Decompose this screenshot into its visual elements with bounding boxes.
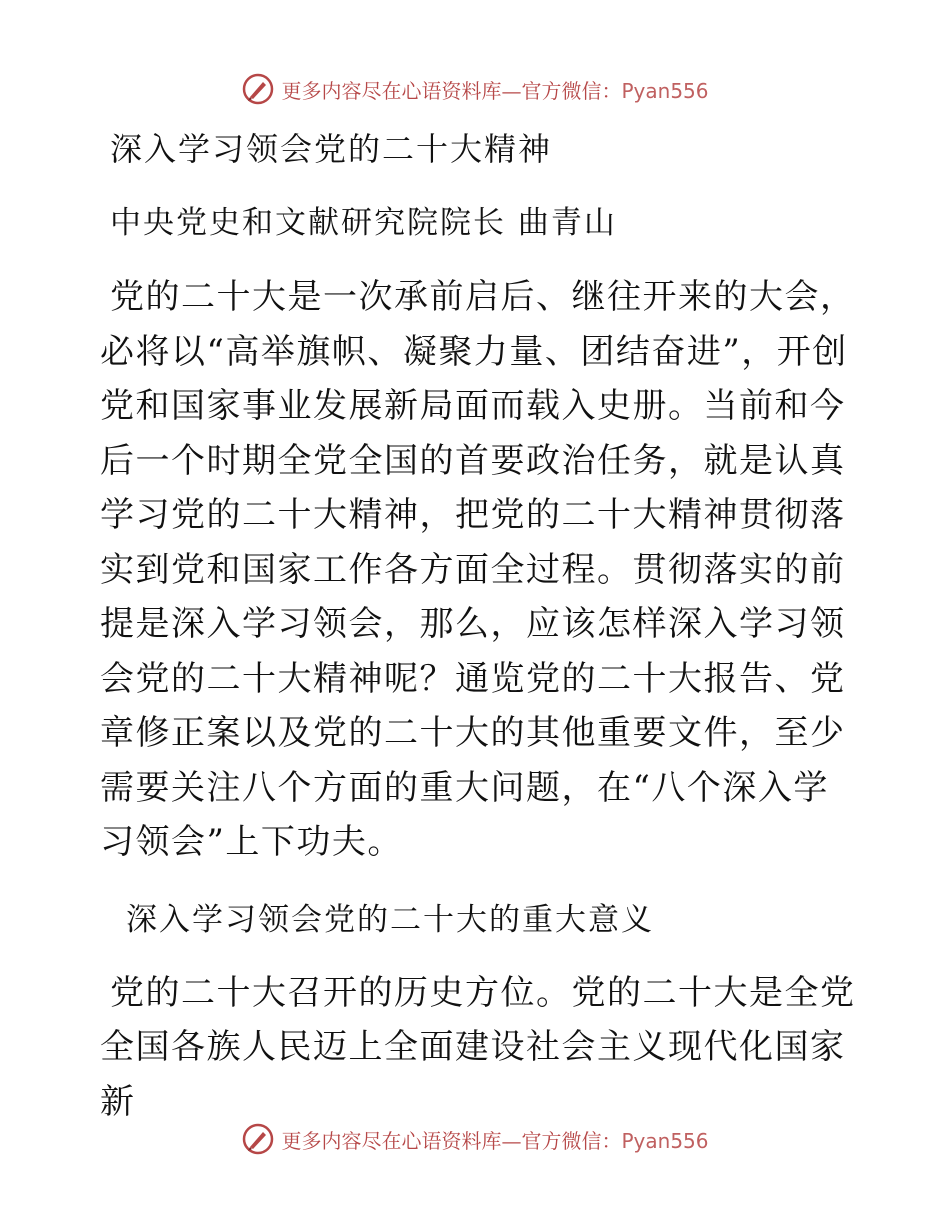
footer-watermark <box>0 1122 950 1156</box>
document-title: 深入学习领会党的二十大精神 <box>110 130 553 168</box>
document-author: 中央党史和文献研究院院长 曲青山 <box>110 205 617 241</box>
watermark-contact: Pyan556 <box>621 1128 709 1153</box>
watermark-label: 更多内容尽在心语资料库—官方微信： <box>281 1128 622 1153</box>
intro-paragraph-lead: 党的二十大是一次承前启后、继往开来的大会， <box>110 277 856 317</box>
watermark-text <box>281 75 708 104</box>
section-heading: 深入学习领会党的二十大的重大意义 <box>126 901 654 938</box>
pen-logo-icon <box>241 72 275 106</box>
header-watermark <box>0 72 950 106</box>
watermark-label: 更多内容尽在心语资料库—官方微信： <box>281 78 622 103</box>
document-body <box>100 120 860 1129</box>
intro-paragraph <box>100 270 860 870</box>
section-paragraph-rest: 全国各族人民迈上全面建设社会主义现代化国家新 <box>100 1027 846 1122</box>
pen-logo-icon <box>241 1122 275 1156</box>
section-paragraph <box>100 966 860 1130</box>
section-paragraph-lead: 党的二十大召开的历史方位。党的二十大是全党 <box>110 972 856 1013</box>
intro-paragraph-rest: 必将以“高举旗帜、凝聚力量、团结奋进”，开创党和国家事业发展新局面而载入史册。当前和今后一个时期全党全国的首要政治任务，就是认真学习党的二十大精神，把党的二十大精神贯彻落实到党和国家工作各方面全过程。贯彻落实的前提是深入学习领会，那么，应该怎样深入学习领会党的二十大精神呢？通览党的二十大报告、党章修正案以及党的二十大的其他重要文件，至少需要关注八个方面的重大问题，在“八个深入学习领会”上下功夫。 <box>100 331 848 862</box>
watermark-contact: Pyan556 <box>621 78 709 103</box>
watermark-text <box>281 1125 708 1154</box>
